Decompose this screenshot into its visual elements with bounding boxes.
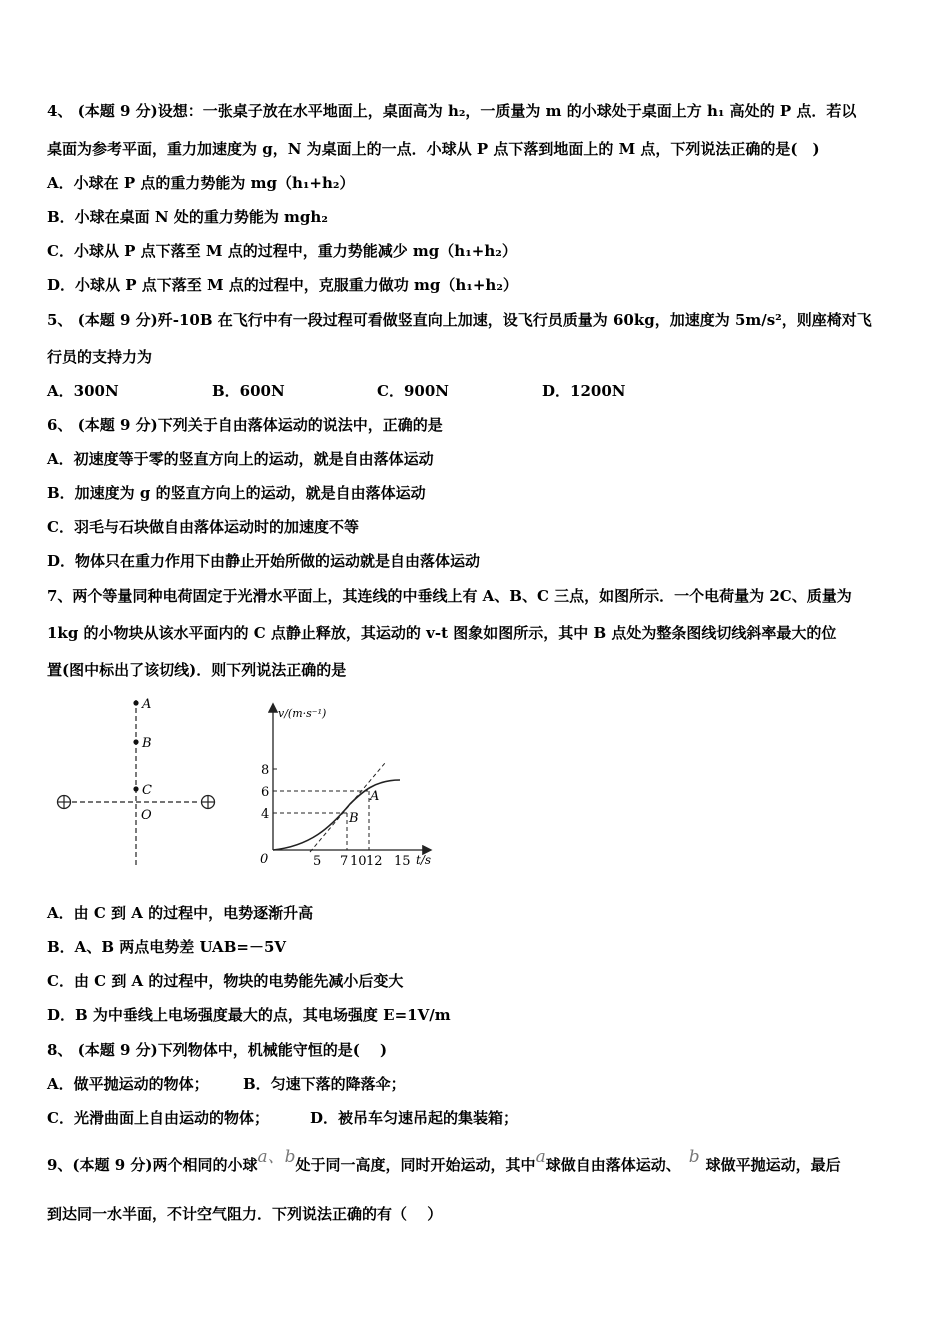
q9-sym-ab: a、b bbox=[257, 1147, 296, 1167]
q7-option-b: B．A、B 两点电势差 UAB=－5V bbox=[47, 938, 287, 956]
q9-seg1: 9、(本题 9 分)两个相同的小球 bbox=[47, 1156, 258, 1174]
ytick-8: 8 bbox=[261, 763, 270, 778]
vt-graph bbox=[250, 700, 440, 872]
q8-option-c: C．光滑曲面上自由运动的物体； bbox=[47, 1109, 269, 1127]
label-c: C bbox=[142, 783, 152, 798]
y-axis-label: v/(m·s⁻¹) bbox=[278, 707, 327, 720]
q4-stem-line1: 4、 (本题 9 分)设想：一张桌子放在水平地面上，桌面高为 h₂，一质量为 m 的小球处于桌面上方 h₁ 高处的 P 点．若以 bbox=[47, 102, 857, 120]
q9-sym-b: b bbox=[688, 1147, 700, 1167]
q5-stem-line2: 行员的支持力为 bbox=[47, 348, 153, 366]
q9-stem-line1 bbox=[47, 1147, 841, 1175]
q5-option-a: A．300N bbox=[47, 382, 119, 400]
q6-option-a: A．初速度等于零的竖直方向上的运动，就是自由落体运动 bbox=[47, 450, 434, 468]
xtick-10: 10 bbox=[350, 854, 367, 869]
q4-option-c: C．小球从 P 点下落至 M 点的过程中，重力势能减少 mg（h₁+h₂） bbox=[47, 242, 517, 260]
q4-option-b: B．小球在桌面 N 处的重力势能为 mgh₂ bbox=[47, 208, 328, 226]
q6-stem: 6、 (本题 9 分)下列关于自由落体运动的说法中，正确的是 bbox=[47, 416, 443, 434]
origin-label: 0 bbox=[260, 852, 269, 867]
ytick-6: 6 bbox=[261, 785, 270, 800]
graph-point-b: B bbox=[349, 811, 359, 826]
q8-option-a: A．做平抛运动的物体； bbox=[47, 1075, 209, 1093]
q5-stem-line1: 5、 (本题 9 分)歼-10B 在飞行中有一段过程可看做竖直向上加速，设飞行员质量为 60kg，加速度为 5m/s²，则座椅对飞 bbox=[47, 311, 872, 329]
point-b bbox=[133, 739, 138, 744]
charge-right-icon bbox=[202, 796, 215, 809]
x-axis-label: t/s bbox=[416, 853, 432, 867]
point-a bbox=[133, 700, 138, 705]
q8-stem: 8、 (本题 9 分)下列物体中，机械能守恒的是( ) bbox=[47, 1041, 388, 1059]
q7-option-d: D．B 为中垂线上电场强度最大的点，其电场强度 E=1V/m bbox=[47, 1006, 451, 1024]
label-o: O bbox=[141, 808, 152, 823]
charge-left-icon bbox=[58, 796, 71, 809]
q6-option-d: D．物体只在重力作用下由静止开始所做的运动就是自由落体运动 bbox=[47, 552, 481, 570]
ytick-4: 4 bbox=[261, 807, 270, 822]
xtick-15: 15 bbox=[394, 854, 411, 869]
q9-seg3: 球做自由落体运动、 bbox=[545, 1156, 681, 1174]
q6-option-c: C．羽毛与石块做自由落体运动时的加速度不等 bbox=[47, 518, 359, 536]
q8-option-b: B．匀速下落的降落伞； bbox=[243, 1075, 406, 1093]
q7-option-a: A．由 C 到 A 的过程中，电势逐渐升高 bbox=[47, 904, 314, 922]
graph-point-a: A bbox=[370, 789, 380, 804]
point-c bbox=[133, 786, 138, 791]
label-a: A bbox=[142, 697, 152, 712]
q5-option-b: B．600N bbox=[212, 382, 285, 400]
q4-option-d: D．小球从 P 点下落至 M 点的过程中，克服重力做功 mg（h₁+h₂） bbox=[47, 276, 518, 294]
q4-stem-line2: 桌面为参考平面，重力加速度为 g，N 为桌面上的一点．小球从 P 点下落到地面上的 M 点，下列说法正确的是( ) bbox=[47, 140, 820, 158]
label-b: B bbox=[142, 736, 152, 751]
q9-stem-line2: 到达同一水半面，不计空气阻力．下列说法正确的有（ ） bbox=[47, 1205, 443, 1223]
q9-seg2: 处于同一高度，同时开始运动，其中 bbox=[295, 1156, 536, 1174]
q7-stem-line3: 置(图中标出了该切线)．则下列说法正确的是 bbox=[47, 661, 347, 679]
q7-option-c: C．由 C 到 A 的过程中，物块的电势能先减小后变大 bbox=[47, 972, 404, 990]
charge-diagram bbox=[50, 692, 220, 872]
xtick-5: 5 bbox=[313, 854, 322, 869]
q4-option-a: A．小球在 P 点的重力势能为 mg（h₁+h₂） bbox=[47, 174, 355, 192]
q7-stem-line2: 1kg 的小物块从该水平面内的 C 点静止释放，其运动的 v-t 图象如图所示，其中 B 点处为整条图线切线斜率最大的位 bbox=[47, 624, 837, 642]
q9-sym-a: a bbox=[535, 1147, 546, 1167]
q7-stem-line1: 7、两个等量同种电荷固定于光滑水平面上，其连线的中垂线上有 A、B、C 三点，如图所示．一个电荷量为 2C、质量为 bbox=[47, 587, 852, 605]
q8-option-d: D．被吊车匀速吊起的集装箱； bbox=[310, 1109, 519, 1127]
xtick-12: 12 bbox=[366, 854, 383, 869]
q6-option-b: B．加速度为 g 的竖直方向上的运动，就是自由落体运动 bbox=[47, 484, 426, 502]
q5-option-c: C．900N bbox=[377, 382, 449, 400]
xtick-7: 7 bbox=[340, 854, 349, 869]
q5-option-d: D．1200N bbox=[542, 382, 626, 400]
q9-seg4: 球做平抛运动，最后 bbox=[705, 1156, 841, 1174]
